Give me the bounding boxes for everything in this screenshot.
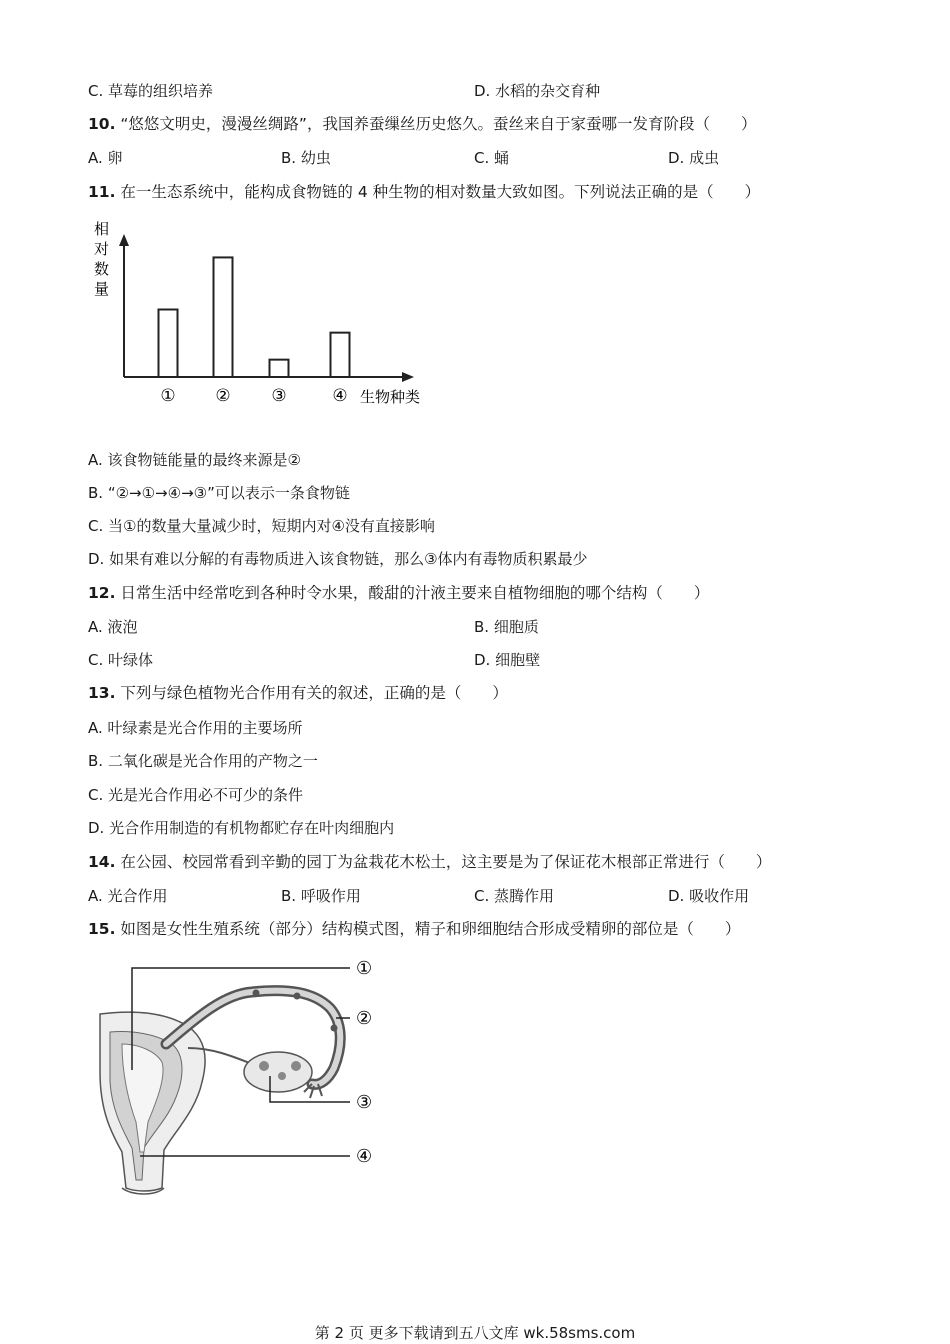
q11-option-d: D. 如果有难以分解的有毒物质进入该食物链，那么③体内有毒物质积累最少 — [88, 550, 588, 568]
question-13 — [88, 683, 508, 703]
diagram-label-1: ① — [356, 958, 373, 979]
xlabel: 生物种类 — [360, 388, 421, 406]
diagram-label-2: ② — [356, 1008, 373, 1029]
bar — [159, 310, 178, 378]
q13-option-a: A. 叶绿素是光合作用的主要场所 — [88, 719, 303, 737]
question-14 — [88, 852, 771, 872]
question-10 — [88, 114, 756, 134]
question-stem: 日常生活中经常吃到各种时令水果，酸甜的汁液主要来自植物细胞的哪个结构（ ） — [120, 584, 710, 602]
q10-option-a: A. 卵 — [88, 149, 123, 167]
q12-option-b: B. 细胞质 — [474, 618, 539, 636]
question-stem: 如图是女性生殖系统（部分）结构模式图，精子和卵细胞结合形成受精卵的部位是（ ） — [120, 920, 741, 938]
q13-option-d: D. 光合作用制造的有机物都贮存在叶肉细胞内 — [88, 819, 395, 837]
q13-option-b: B. 二氧化碳是光合作用的产物之一 — [88, 752, 318, 770]
diagram-label-3: ③ — [356, 1092, 373, 1113]
q13-option-c: C. 光是光合作用必不可少的条件 — [88, 786, 304, 804]
x-tick-label: ① — [160, 386, 176, 406]
q12-option-a: A. 液泡 — [88, 618, 138, 636]
q12-option-c: C. 叶绿体 — [88, 651, 154, 669]
question-15 — [88, 919, 740, 939]
question-number: 15. — [88, 920, 116, 938]
q14-option-b: B. 呼吸作用 — [281, 887, 361, 905]
bar — [331, 333, 350, 377]
x-tick-label: ② — [215, 386, 231, 406]
question-12 — [88, 583, 709, 603]
q10-option-d: D. 成虫 — [668, 149, 720, 167]
tube-cell — [331, 1025, 338, 1032]
female-reproductive-system-diagram — [92, 952, 392, 1197]
bar — [270, 360, 289, 377]
question-number: 12. — [88, 584, 116, 602]
x-tick-label: ④ — [332, 386, 348, 406]
question-number: 14. — [88, 853, 116, 871]
ylabel-char: 对 — [94, 240, 110, 258]
page-footer: 第 2 页 更多下载请到五八文库 wk.58sms.com — [314, 1324, 636, 1342]
tube-cell — [253, 990, 260, 997]
q14-option-a: A. 光合作用 — [88, 887, 168, 905]
question-number: 11. — [88, 183, 116, 201]
q9-option-d: D. 水稻的杂交育种 — [474, 82, 601, 100]
x-tick-label: ③ — [271, 386, 287, 406]
bar — [214, 257, 233, 377]
question-stem: 在一生态系统中，能构成食物链的 4 种生物的相对数量大致如图。下列说法正确的是（ ） — [120, 183, 761, 201]
diagram-label-4: ④ — [356, 1146, 373, 1167]
question-stem: 在公园、校园常看到辛勤的园丁为盆栽花木松土，这主要是为了保证花木根部正常进行（ ） — [120, 853, 772, 871]
question-number: 10. — [88, 115, 116, 133]
food-chain-bar-chart — [88, 212, 448, 412]
q12-option-d: D. 细胞壁 — [474, 651, 541, 669]
q14-option-c: C. 蒸腾作用 — [474, 887, 555, 905]
q10-option-c: C. 蛹 — [474, 149, 510, 167]
follicle — [291, 1061, 301, 1071]
question-stem: “悠悠文明史，漫漫丝绸路”，我国养蚕缫丝历史悠久。蚕丝来自于家蚕哪一发育阶段（ ） — [120, 115, 757, 133]
question-stem: 下列与绿色植物光合作用有关的叙述，正确的是（ ） — [120, 684, 508, 702]
q11-option-a: A. 该食物链能量的最终来源是② — [88, 451, 301, 469]
ylabel-char: 相 — [94, 220, 110, 238]
ylabel-char: 量 — [94, 280, 110, 298]
x-axis-arrow — [402, 372, 414, 382]
ovary — [244, 1052, 312, 1092]
q11-option-b: B. “②→①→④→③”可以表示一条食物链 — [88, 484, 350, 502]
tube-cell — [294, 993, 301, 1000]
fimbriae — [304, 1084, 322, 1098]
q9-option-c: C. 草莓的组织培养 — [88, 82, 214, 100]
question-number: 13. — [88, 684, 116, 702]
q14-option-d: D. 吸收作用 — [668, 887, 750, 905]
ylabel-char: 数 — [94, 260, 110, 278]
follicle — [278, 1072, 286, 1080]
question-11 — [88, 182, 760, 202]
y-axis-arrow — [119, 234, 129, 246]
q11-option-c: C. 当①的数量大量减少时，短期内对④没有直接影响 — [88, 517, 435, 535]
follicle — [259, 1061, 269, 1071]
q10-option-b: B. 幼虫 — [281, 149, 331, 167]
